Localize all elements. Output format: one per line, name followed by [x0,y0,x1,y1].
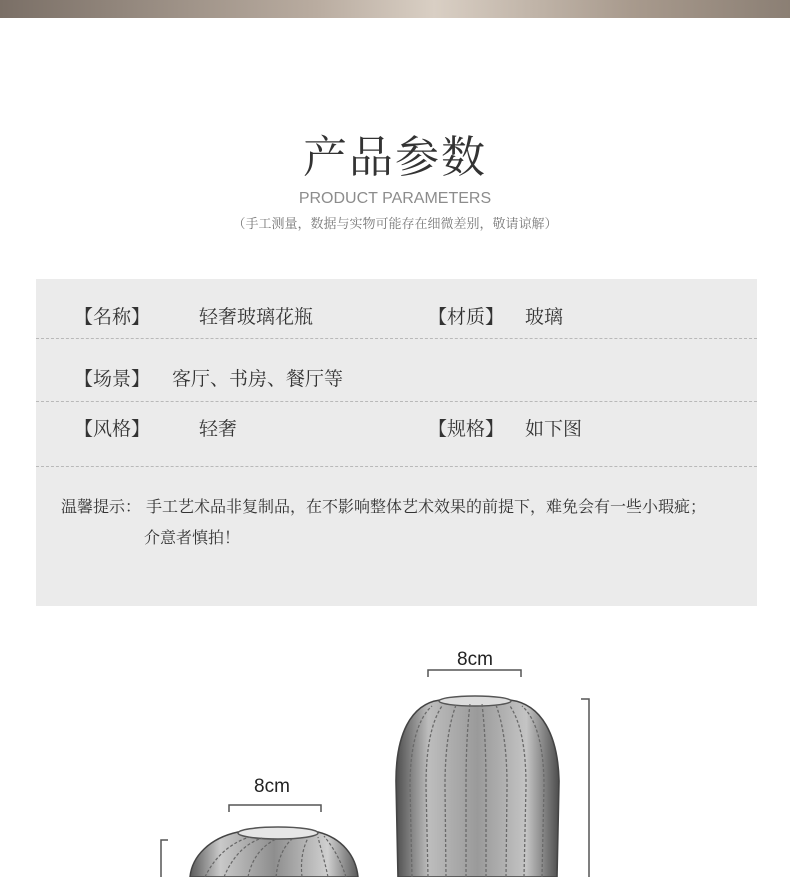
style-label: 【风格】 [74,418,151,440]
name-label: 【名称】 [74,306,151,328]
small-vase-height-bracket [161,840,168,877]
parameters-table [36,279,757,606]
row-divider [36,466,757,467]
product-dimension-photo [0,606,790,877]
vase-illustration [0,606,790,877]
style-value: 轻奢 [199,418,238,440]
tall-vase-width-bracket [428,670,521,677]
param-row-scene [36,339,757,402]
top-banner-image [0,0,790,18]
tips-line-2: 介意者慎拍！ [144,528,241,547]
small-vase-width-label: 8cm [254,776,290,797]
scene-value: 客厅、书房、餐厅等 [172,368,344,390]
name-value: 轻奢玻璃花瓶 [199,306,314,328]
small-round-vase [190,827,358,877]
param-row-style-spec [36,402,757,467]
page-title: 产品参数 [303,132,487,183]
measurement-note: （手工测量，数据与实物可能存在细微差别，敬请谅解） [232,217,558,232]
tips-line-1: 手工艺术品非复制品，在不影响整体艺术效果的前提下，难免会有一些小瑕疵； [146,497,707,516]
spec-label: 【规格】 [428,418,505,440]
tips-label: 温馨提示： [61,497,142,516]
scene-label: 【场景】 [74,368,151,390]
material-label: 【材质】 [428,306,505,328]
spec-value: 如下图 [525,418,583,440]
tall-vase-width-label: 8cm [457,649,493,670]
small-vase-width-bracket [229,805,321,812]
tall-vase-height-bracket [581,699,589,877]
param-row-name-material [36,279,757,339]
page-subtitle: PRODUCT PARAMETERS [298,190,492,207]
tall-oval-vase [396,696,559,877]
material-value: 玻璃 [525,306,564,328]
